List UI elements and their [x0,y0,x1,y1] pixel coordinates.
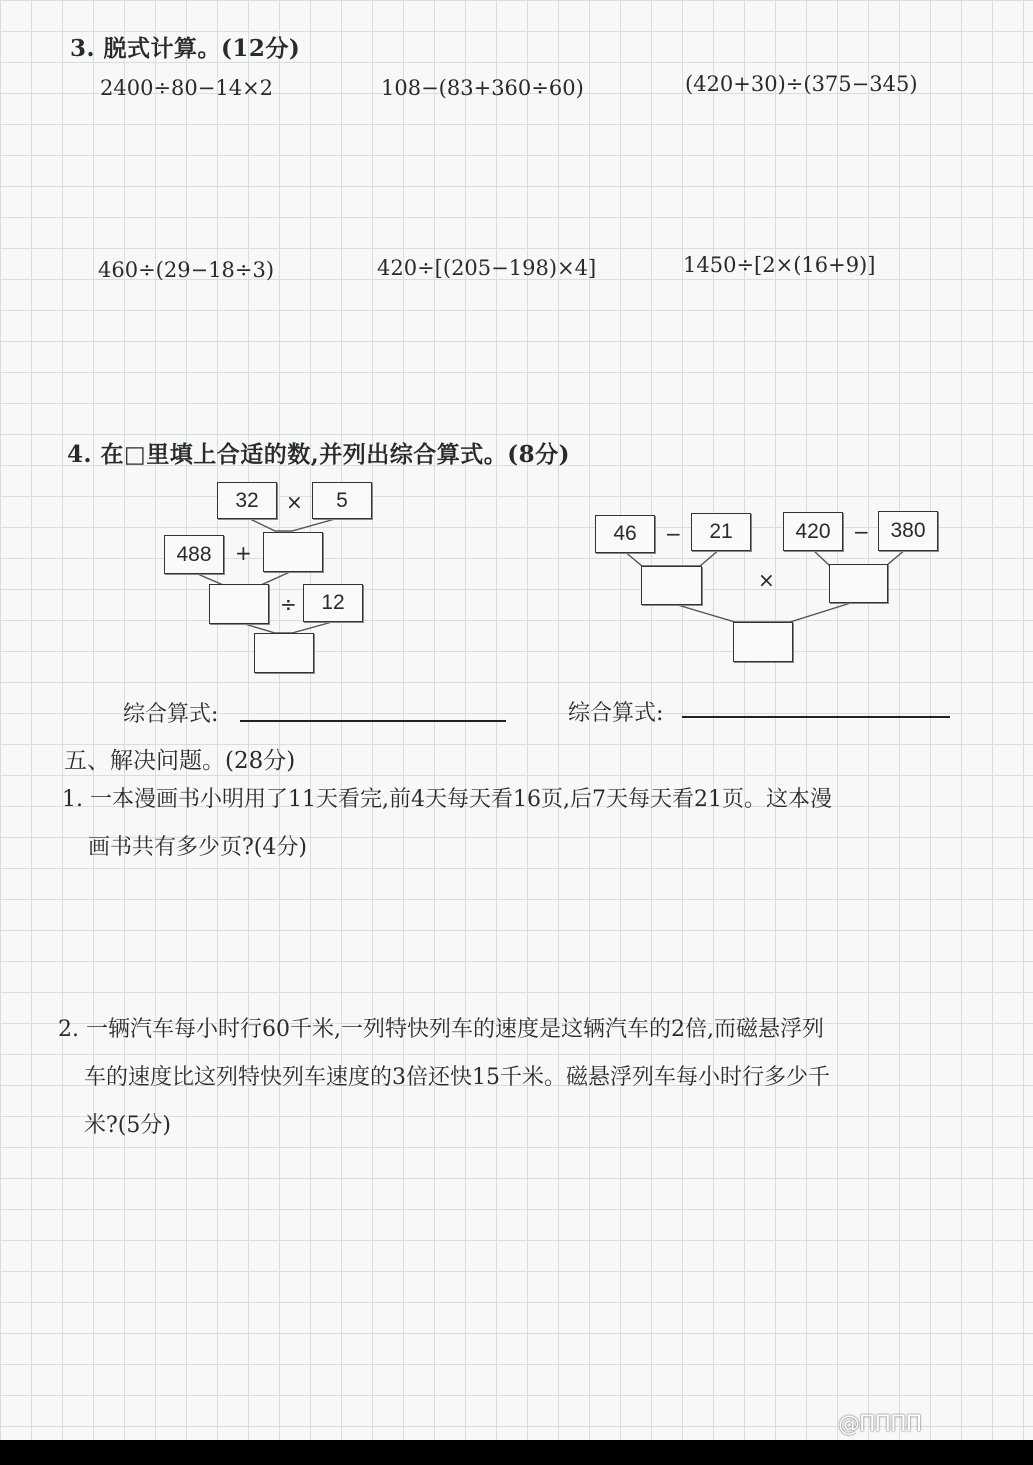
diagram1-box-12: 12 [303,584,363,622]
watermark: @ПППП [838,1412,922,1437]
expression-6: 1450÷[2×(16+9)] [683,253,876,277]
diagram1-blank-box-1[interactable] [263,532,323,572]
diagram2-blank-box-2[interactable] [829,564,888,603]
diagram1-box-32: 32 [217,482,277,519]
bottom-bar [0,1440,1033,1465]
expression-4: 460÷(29−18÷3) [98,258,275,282]
diagram2-minus-sign-1: − [665,522,682,546]
diagram2-result-box[interactable] [733,622,793,662]
diagram1-box-5: 5 [312,482,372,519]
diagram1-multiply-sign: × [286,490,303,514]
diagram2-blank-box-1[interactable] [641,566,702,605]
formula-answer-line-2[interactable] [682,716,950,718]
problem-2-line-3: 米?(5分) [84,1113,171,1138]
formula-label-1: 综合算式: [123,702,219,727]
expression-5: 420÷[(205−198)×4] [377,256,597,280]
diagram2-box-46: 46 [595,515,655,553]
diagram2-multiply-sign: × [758,568,775,592]
section-3-title: 3. 脱式计算。(12分) [70,35,301,62]
diagram2-box-21: 21 [691,513,751,551]
diagram1-box-488: 488 [164,535,224,574]
diagram2-minus-sign-2: − [853,520,870,544]
expression-2: 108−(83+360÷60) [381,76,584,100]
section-5-title: 五、解决问题。(28分) [64,748,296,774]
diagram1-blank-box-2[interactable] [209,584,269,624]
expression-3: (420+30)÷(375−345) [685,72,918,96]
section-4-title: 4. 在□里填上合适的数,并列出综合算式。(8分) [67,441,571,468]
diagram1-divide-sign: ÷ [280,592,297,616]
problem-2-line-1: 2. 一辆汽车每小时行60千米,一列特快列车的速度是这辆汽车的2倍,而磁悬浮列 [58,1017,824,1042]
problem-1-line-1: 1. 一本漫画书小明用了11天看完,前4天每天看16页,后7天每天看21页。这本漫 [62,787,832,812]
formula-label-2: 综合算式: [568,701,664,726]
problem-2-line-2: 车的速度比这列特快列车速度的3倍还快15千米。磁悬浮列车每小时行多少千 [84,1065,830,1090]
problem-1-line-2: 画书共有多少页?(4分) [88,835,307,860]
diagram2-box-380: 380 [878,511,938,551]
diagram1-result-box[interactable] [254,633,314,673]
diagram2-box-420: 420 [783,512,843,551]
expression-1: 2400÷80−14×2 [100,76,274,100]
diagram1-plus-sign: + [235,541,252,565]
formula-answer-line-1[interactable] [240,720,506,722]
